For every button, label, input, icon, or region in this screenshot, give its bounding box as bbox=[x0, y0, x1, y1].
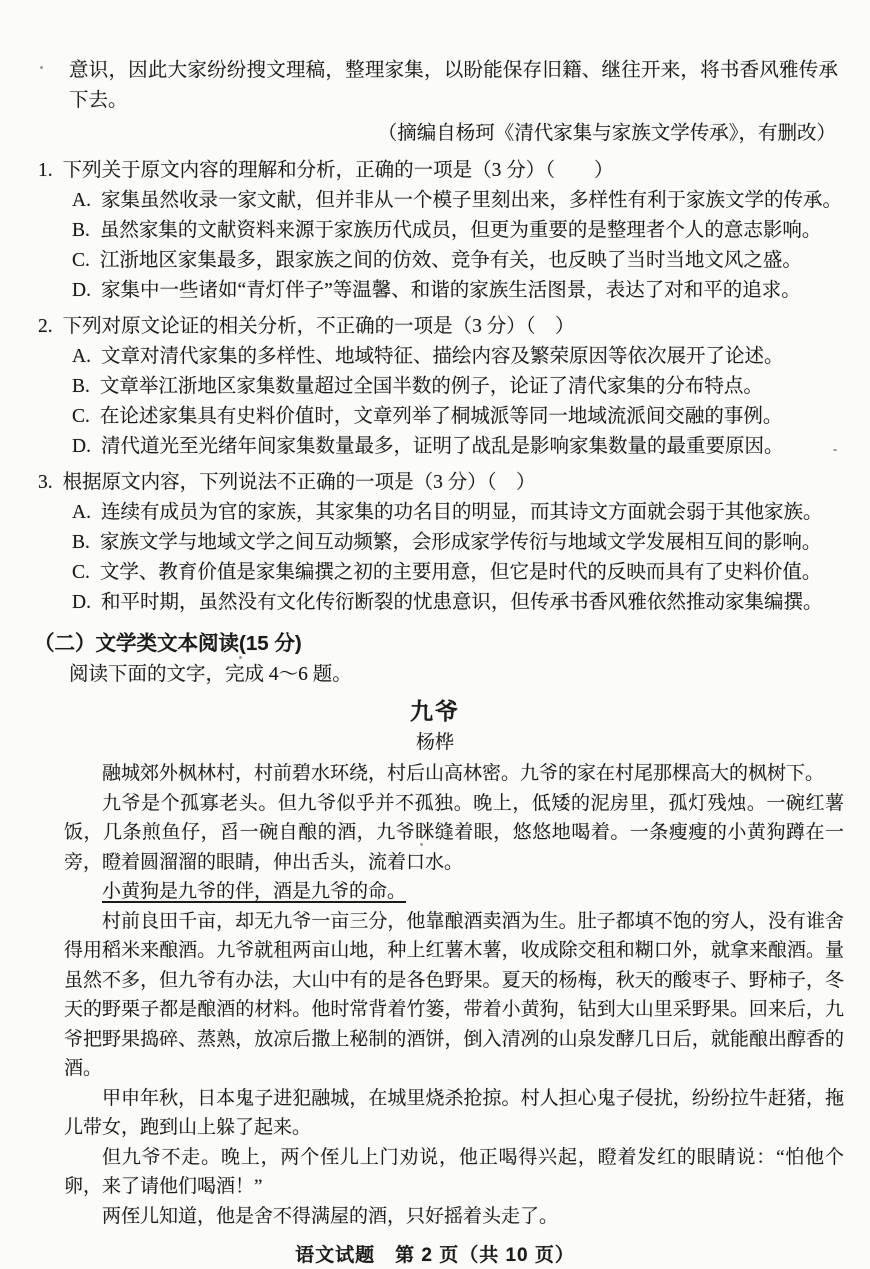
option-text: 江浙地区家集最多，跟家族之间的仿效、竞争有关，也反映了当时当地文风之盛。 bbox=[99, 250, 802, 271]
option-label: A. bbox=[72, 190, 91, 211]
question-1-option-b bbox=[72, 216, 870, 246]
question-2-stem bbox=[38, 312, 870, 342]
option-label: B. bbox=[72, 376, 90, 397]
question-1-option-a bbox=[72, 186, 870, 216]
scan-speck bbox=[420, 843, 423, 846]
story-title: 九爷 bbox=[410, 698, 460, 724]
scan-speck bbox=[838, 1097, 841, 1100]
question-number: 1. bbox=[38, 160, 53, 181]
section-heading: （二）文学类文本阅读(15 分) bbox=[34, 632, 302, 655]
option-label: D. bbox=[72, 280, 91, 301]
scan-speck bbox=[239, 656, 242, 659]
option-label: D. bbox=[72, 436, 91, 457]
story-paragraph-7: 两侄儿知道，他是舍不得满屋的酒，只好摇着头走了。 bbox=[102, 1205, 559, 1227]
story-paragraph-6: 但九爷不走。晚上，两个侄儿上门劝说，他正喝得兴起，瞪着发红的眼睛说：“怕他个卵，来了请他们喝酒！” bbox=[64, 1146, 844, 1197]
option-text: 家族文学与地域文学之间互动频繁，会形成家学传衍与地域文学发展相互间的影响。 bbox=[99, 532, 822, 553]
story-paragraph-2: 九爷是个孤寡老头。但九爷似乎并不孤独。晚上，低矮的泥房里，孤灯残烛。一碗红薯饭，几条煎鱼仔，舀一碗自酿的酒，九爷眯缝着眼，悠悠地喝着。一条瘦瘦的小黄狗蹲在一旁，瞪着圆溜溜的眼睛，伸出舌头，流着口水。 bbox=[64, 792, 844, 873]
question-stem-text: 根据原文内容，下列说法不正确的一项是（3 分）（ ） bbox=[62, 472, 536, 493]
reading-instruction: 阅读下面的文字，完成 4～6 题。 bbox=[69, 664, 352, 685]
option-text: 清代道光至光绪年间家集数量最多，证明了战乱是影响家集数量的最重要原因。 bbox=[100, 436, 784, 457]
option-text: 家集虽然收录一家文献，但并非从一个模子里刻出来，多样性有利于家族文学的传承。 bbox=[100, 190, 842, 211]
option-label: C. bbox=[72, 250, 90, 271]
question-number: 3. bbox=[38, 472, 53, 493]
option-text: 在论述家集具有史料价值时，文章列举了桐城派等同一地域流派间交融的事例。 bbox=[99, 406, 783, 427]
scan-speck bbox=[833, 449, 837, 451]
question-3-option-b bbox=[72, 528, 870, 558]
question-1-stem bbox=[38, 156, 870, 186]
option-label: B. bbox=[72, 532, 90, 553]
question-2-option-d bbox=[72, 432, 870, 462]
question-number: 2. bbox=[38, 316, 53, 337]
option-label: B. bbox=[72, 220, 90, 241]
question-3 bbox=[0, 468, 870, 618]
scan-speck bbox=[40, 66, 43, 69]
question-2-option-c bbox=[72, 402, 870, 432]
page-footer: 语文试题 第 2 页（共 10 页） bbox=[295, 1245, 575, 1266]
question-3-stem bbox=[38, 468, 870, 498]
option-text: 文学、教育价值是家集编撰之初的主要用意，但它是时代的反映而具有了史料价值。 bbox=[99, 562, 822, 583]
option-text: 文章举江浙地区家集数量超过全国半数的例子，论证了清代家集的分布特点。 bbox=[99, 376, 763, 397]
story-paragraph-1: 融城郊外枫林村，村前碧水环绕，村后山高林密。九爷的家在村尾那棵高大的枫树下。 bbox=[102, 763, 825, 784]
option-text: 虽然家集的文献资料来源于家族历代成员，但更为重要的是整理者个人的意志影响。 bbox=[99, 220, 822, 241]
story-author: 杨桦 bbox=[415, 732, 454, 753]
continuation-paragraph: 意识，因此大家纷纷搜文理稿，整理家集，以盼能保存旧籍、继往开来，将书香风雅传承下去。 bbox=[69, 60, 838, 111]
option-label: C. bbox=[72, 562, 90, 583]
question-2-option-b bbox=[72, 372, 870, 402]
option-text: 和平时期，虽然没有文化传衍断裂的忧患意识，但传承书香风雅依然推动家集编撰。 bbox=[100, 592, 823, 613]
question-3-option-a bbox=[72, 498, 870, 528]
citation-line: （摘编自杨珂《清代家集与家族文学传承》，有删改） bbox=[377, 123, 836, 144]
option-text: 家集中一些诸如“青灯伴子”等温馨、和谐的家族生活图景，表达了对和平的追求。 bbox=[100, 280, 801, 301]
story-paragraph-5: 甲申年秋，日本鬼子进犯融城，在城里烧杀抢掠。村人担心鬼子侵扰，纷纷拉牛赶猪，拖儿带女，跑到山上躲了起来。 bbox=[64, 1087, 844, 1138]
question-stem-text: 下列关于原文内容的理解和分析，正确的一项是（3 分）（ ） bbox=[62, 160, 614, 181]
question-1 bbox=[0, 156, 870, 306]
underlined-sentence: 小黄狗是九爷的伴，酒是九爷的命。 bbox=[102, 881, 407, 902]
story-paragraph-3-underlined bbox=[64, 877, 844, 907]
option-label: A. bbox=[72, 502, 91, 523]
story-body bbox=[64, 759, 844, 1231]
question-3-option-d bbox=[72, 588, 870, 618]
question-1-option-d bbox=[72, 276, 870, 306]
option-label: C. bbox=[72, 406, 90, 427]
story-paragraph-4: 村前良田千亩，却无九爷一亩三分，他靠酿酒卖酒为生。肚子都填不饱的穷人，没有谁舍得用稻米来酿酒。九爷就租两亩山地，种上红薯木薯，收成除交租和糊口外，就拿来酿酒。量虽然不多，但九爷有办法，大山中有的是各色野果。夏天的杨梅，秋天的酸枣子、野柿子，冬天的野栗子都是酿酒的材料。他时常背着竹篓，带着小黄狗，钻到大山里采野果。回来后，九爷把野果捣碎、蒸熟，放凉后撒上秘制的酒饼，倒入清冽的山泉发酵几日后，就能酿出醇香的酒。 bbox=[64, 910, 844, 1079]
question-2-option-a bbox=[72, 342, 870, 372]
option-label: A. bbox=[72, 346, 91, 367]
question-3-option-c bbox=[72, 558, 870, 588]
scan-speck bbox=[310, 222, 313, 225]
question-2 bbox=[0, 312, 870, 462]
question-stem-text: 下列对原文论证的相关分析，不正确的一项是（3 分）（ ） bbox=[62, 316, 575, 337]
question-1-option-c bbox=[72, 246, 870, 276]
option-text: 文章对清代家集的多样性、地域特征、描绘内容及繁荣原因等依次展开了论述。 bbox=[100, 346, 784, 367]
option-text: 连续有成员为官的家族，其家集的功名目的明显，而其诗文方面就会弱于其他家族。 bbox=[100, 502, 823, 523]
option-label: D. bbox=[72, 592, 91, 613]
